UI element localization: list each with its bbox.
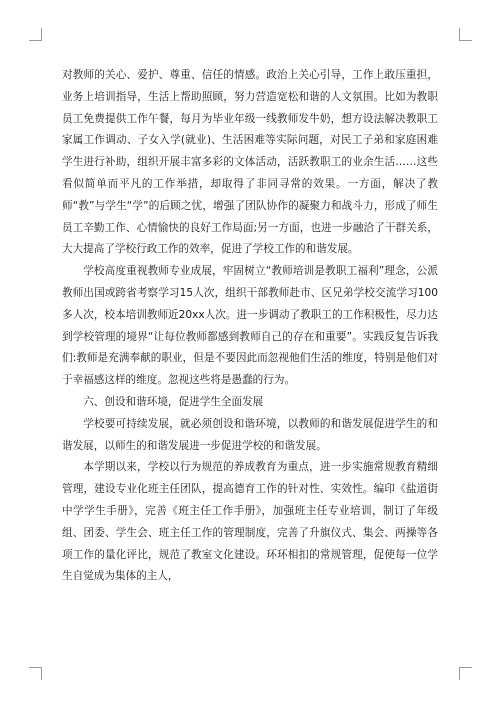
crop-mark-bottom-left [29, 667, 42, 680]
crop-mark-bottom-right [459, 667, 472, 680]
section-heading-six: 六、创设和谐环境，促进学生全面发展 [83, 395, 264, 408]
crop-mark-top-right [459, 28, 472, 41]
paragraph-harmonious-environment: 学校要可持续发展，就必须创设和谐环境，以教师的和谐发展促进学生的和谐发展，以师生的和谐发展进一步促进学校的和谐发展。 [62, 417, 438, 452]
paragraph-teacher-care: 对教师的关心、爱护、尊重、信任的情感。政治上关心引导，工作上敢压重担，业务上培训指导，生活上帮助照顾，努力营造宽松和谐的人文氛围。比如为教职员工免费提供工作午餐，每月为毕业年级一线教师发牛奶，想方设法解决教职工家属工作调动、子女入学(就业)、生活困难等实际问题，对民工子弟和家庭困难学生进行补助，组织开展丰富多彩的文体活动，活跃教职工的业余生活……这些看似简单而平凡的工作举措，却取得了非同寻常的效果。一方面，解决了教师“教”与学生“学”的后顾之忧，增强了团队协作的凝聚力和战斗力，形成了师生员工辛勤工作、心情愉快的良好工作局面;另一方面，也进一步融洽了干群关系，大大提高了学校行政工作的效率，促进了学校工作的和谐发展。 [62, 69, 438, 256]
paragraph-teacher-development: 学校高度重视教师专业成展，牢固树立“教师培训是教职工福利”理念，公派教师出国或跨省考察学习15人次，组织干部教师赴市、区兄弟学校交流学习100多人次，校本培训教师近20xx人次。进一步调动了教职工的工作积极性，尽力达到学校管理的境界“让每位教师都感到教师自己的存在和重要”。实践反复告诉我们:教师是充满奉献的职业，但是不要因此而忽视他们生活的维度，特别是他们对于幸福感这样的维度。忽视这些将是愚蠢的行为。 [62, 265, 438, 387]
paragraph-routine-management: 本学期以来，学校以行为规范的养成教育为重点，进一步实施常规教育精细管理，建设专业化班主任团队，提高德育工作的针对性、实效性。编印《盐道街中学学生手册》，完善《班主任工作手册》，加强班主任专业培训，制订了年级组、团委、学生会、班主任工作的管理制度，完善了升旗仪式、集会、两操等各项工作的量化评比，规范了教室文化建设。环环相扣的常规管理，促使每一位学生自觉成为集体的主人， [62, 461, 438, 583]
crop-mark-top-left [29, 28, 42, 41]
document-body [62, 65, 438, 588]
